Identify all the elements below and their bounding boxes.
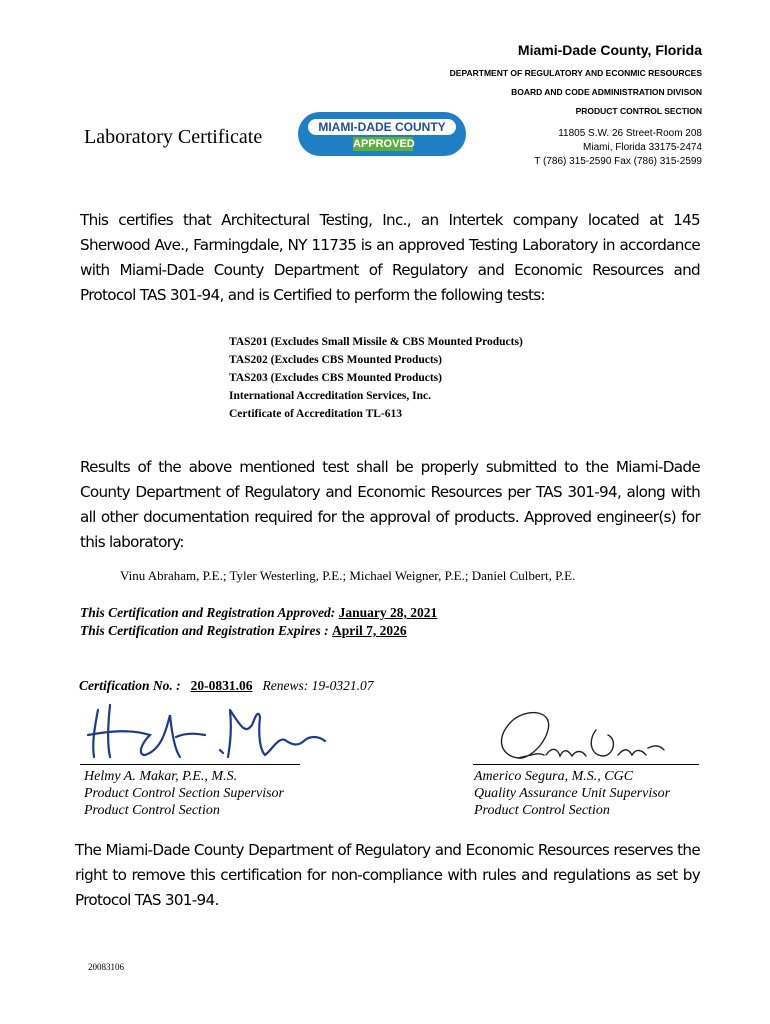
closing-paragraph: The Miami-Dade County Department of Regulatory and Economic Resources reserves the right to remove this certification for non-compliance with rules and regulations as set by Protocol TAS 301-94. bbox=[75, 841, 700, 909]
approved-date: January 28, 2021 bbox=[338, 605, 438, 620]
certification-number-row bbox=[79, 678, 373, 694]
certification-number: 20-0831.06 bbox=[190, 678, 253, 693]
certification-label: Certification No. : bbox=[79, 678, 181, 693]
signer-title: Product Control Section Supervisor bbox=[84, 786, 284, 801]
expires-label: This Certification and Registration Expires : bbox=[80, 623, 329, 638]
test-item: TAS201 (Excludes Small Missile & CBS Mounted Products) bbox=[229, 336, 523, 348]
address-line-2: Miami, Florida 33175-2474 bbox=[583, 142, 702, 153]
address-block bbox=[534, 127, 702, 169]
expires-date: April 7, 2026 bbox=[332, 623, 407, 638]
signer-section: Product Control Section bbox=[474, 803, 610, 818]
certificate-label: Laboratory Certificate bbox=[84, 126, 263, 148]
test-item: Certificate of Accreditation TL-613 bbox=[229, 408, 402, 420]
section-name: PRODUCT CONTROL SECTION bbox=[575, 106, 702, 116]
signature-line-right bbox=[473, 764, 699, 765]
test-item: TAS202 (Excludes CBS Mounted Products) bbox=[229, 354, 442, 366]
phone-fax: T (786) 315-2590 Fax (786) 315-2599 bbox=[534, 156, 702, 167]
address-line-1: 11805 S.W. 26 Street-Room 208 bbox=[558, 128, 702, 139]
signature-makar bbox=[80, 695, 330, 770]
miami-dade-approved-logo bbox=[298, 112, 466, 156]
county-title: Miami-Dade County, Florida bbox=[517, 42, 702, 58]
signer-section: Product Control Section bbox=[84, 803, 220, 818]
logo-county-text: MIAMI-DADE COUNTY bbox=[308, 119, 456, 135]
department-name: DEPARTMENT OF REGULATORY AND ECONMIC RESOURCES bbox=[449, 68, 702, 78]
approval-row bbox=[80, 605, 437, 621]
renews-number: Renews: 19-0321.07 bbox=[262, 678, 374, 693]
tests-list bbox=[229, 333, 523, 423]
signature-line-left bbox=[80, 764, 300, 765]
signer-segura bbox=[474, 768, 670, 819]
signer-title: Quality Assurance Unit Supervisor bbox=[474, 786, 671, 801]
results-paragraph: Results of the above mentioned test shall be properly submitted to the Miami-Dade County Department of Regulatory and Economic Resources per TAS 301-94, along with all other documentation required for the approval of products. Approved engineer(s) for this laboratory: bbox=[80, 458, 700, 551]
logo-approved-text: APPROVED bbox=[353, 138, 415, 150]
test-item: International Accreditation Services, Inc. bbox=[229, 390, 431, 402]
signer-makar bbox=[84, 768, 284, 819]
test-item: TAS203 (Excludes CBS Mounted Products) bbox=[229, 372, 442, 384]
expiration-row bbox=[80, 623, 407, 639]
division-name: BOARD AND CODE ADMINISTRATION DIVISON bbox=[511, 87, 702, 97]
signer-name: Helmy A. Makar, P.E., M.S. bbox=[84, 769, 238, 784]
intro-paragraph: This certifies that Architectural Testing, Inc., an Intertek company located at 145 Sherwood Ave., Farmingdale, NY 11735 is an approved Testing Laboratory in accordance with Miami-Dade County Department of Regulatory and Economic Resources and Protocol TAS 301-94, and is Certified to perform the following tests: bbox=[80, 211, 700, 304]
approved-engineers: Vinu Abraham, P.E.; Tyler Westerling, P.E.; Michael Weigner, P.E.; Daniel Culbert, P.E. bbox=[120, 568, 576, 583]
document-code: 20083106 bbox=[88, 962, 124, 972]
approved-label: This Certification and Registration Approved: bbox=[80, 605, 336, 620]
signer-name: Americo Segura, M.S., CGC bbox=[474, 769, 634, 784]
